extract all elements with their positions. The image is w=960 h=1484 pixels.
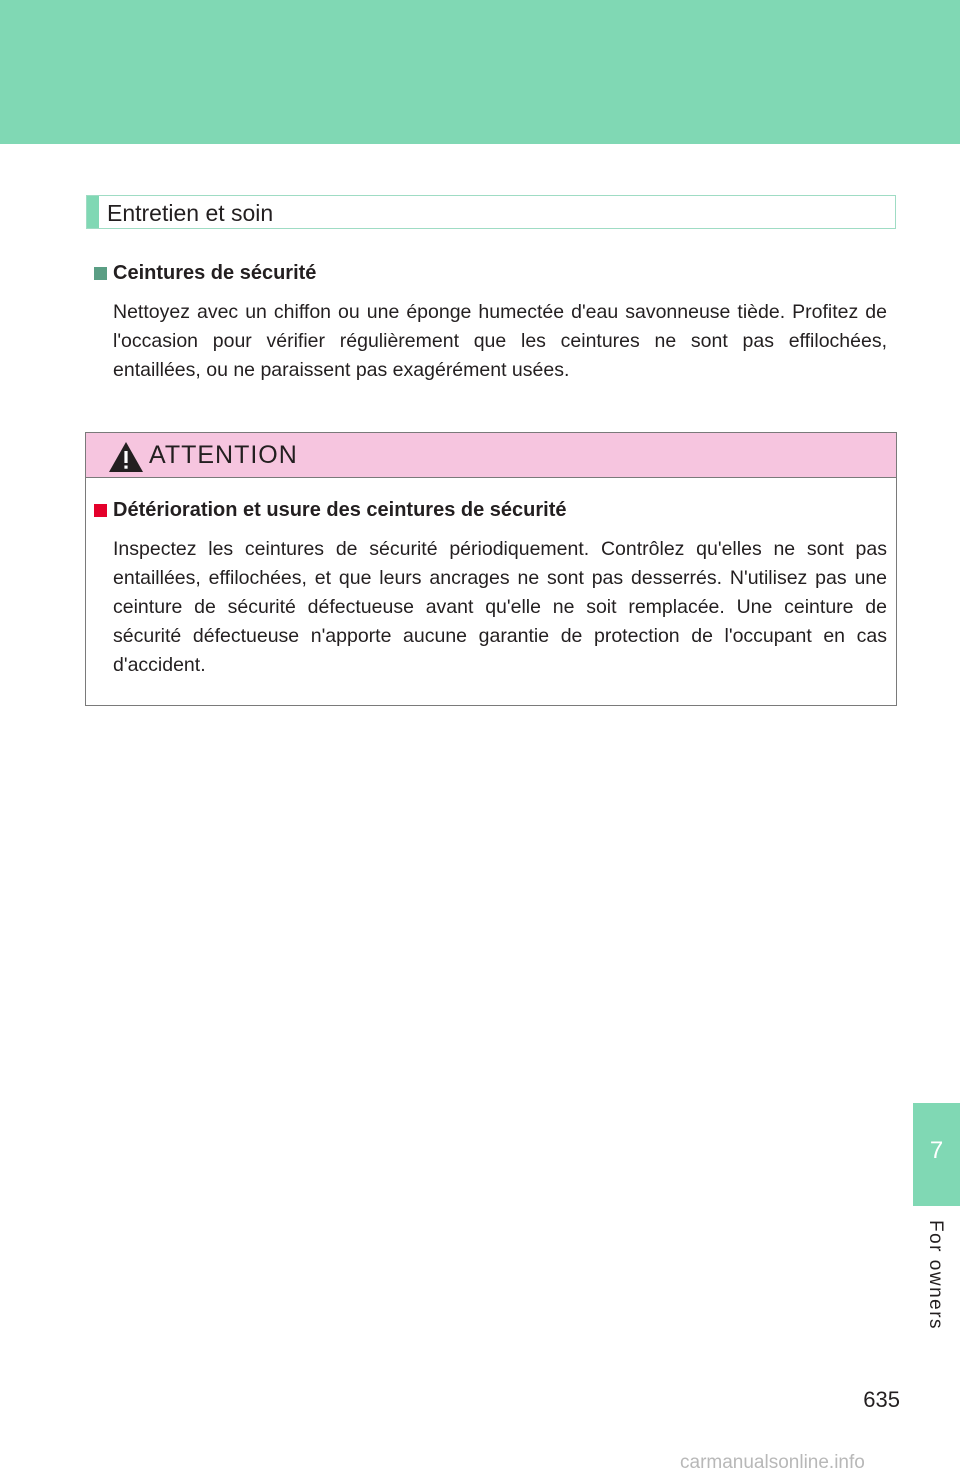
care-heading-text: Ceintures de sécurité [113, 262, 317, 284]
care-line: effilochées, entaillées, ou ne paraissent pas exagérément usées. [113, 330, 887, 381]
square-bullet-icon [94, 267, 107, 280]
attention-line: de sécurité défectueuse n'apporte aucune garantie de protection de l'occupant en [113, 596, 887, 647]
care-line: Profitez de l'occasion pour vérifier régulièrement que les ceintures ne sont pas [113, 301, 887, 352]
attention-heading-text: Détérioration et usure des ceintures de sécurité [113, 499, 567, 521]
attention-line: entaillées, effilochées, et que leurs ancrages ne sont pas desserrés. N'utilisez pas [113, 567, 847, 589]
chapter-number: 7 [929, 1137, 944, 1164]
attention-line: une ceinture de sécurité défectueuse avant qu'elle ne soit remplacée. Une ceinture [113, 567, 887, 618]
square-bullet-icon [94, 504, 107, 517]
care-heading [94, 260, 316, 286]
attention-line: cas d'accident. [113, 625, 887, 676]
top-color-band [0, 0, 960, 144]
care-paragraph [113, 298, 887, 385]
attention-heading [94, 497, 567, 523]
attention-paragraph [113, 535, 887, 680]
section-header-accent [87, 196, 99, 228]
care-line: Nettoyez avec un chiffon ou une éponge humectée d'eau savonneuse tiède. [113, 301, 786, 323]
section-title: Entretien et soin [107, 200, 274, 226]
page-number: 635 [863, 1387, 900, 1412]
attention-title: ATTENTION [149, 441, 298, 469]
attention-line: Inspectez les ceintures de sécurité périodiquement. Contrôlez qu'elles ne sont pas [113, 538, 887, 560]
attention-header [86, 433, 896, 478]
chapter-tab [913, 1103, 960, 1206]
warning-triangle-icon [108, 441, 144, 473]
watermark: carmanualsonline.info [680, 1452, 865, 1473]
section-header [86, 195, 896, 229]
chapter-label: For owners [925, 1220, 946, 1331]
